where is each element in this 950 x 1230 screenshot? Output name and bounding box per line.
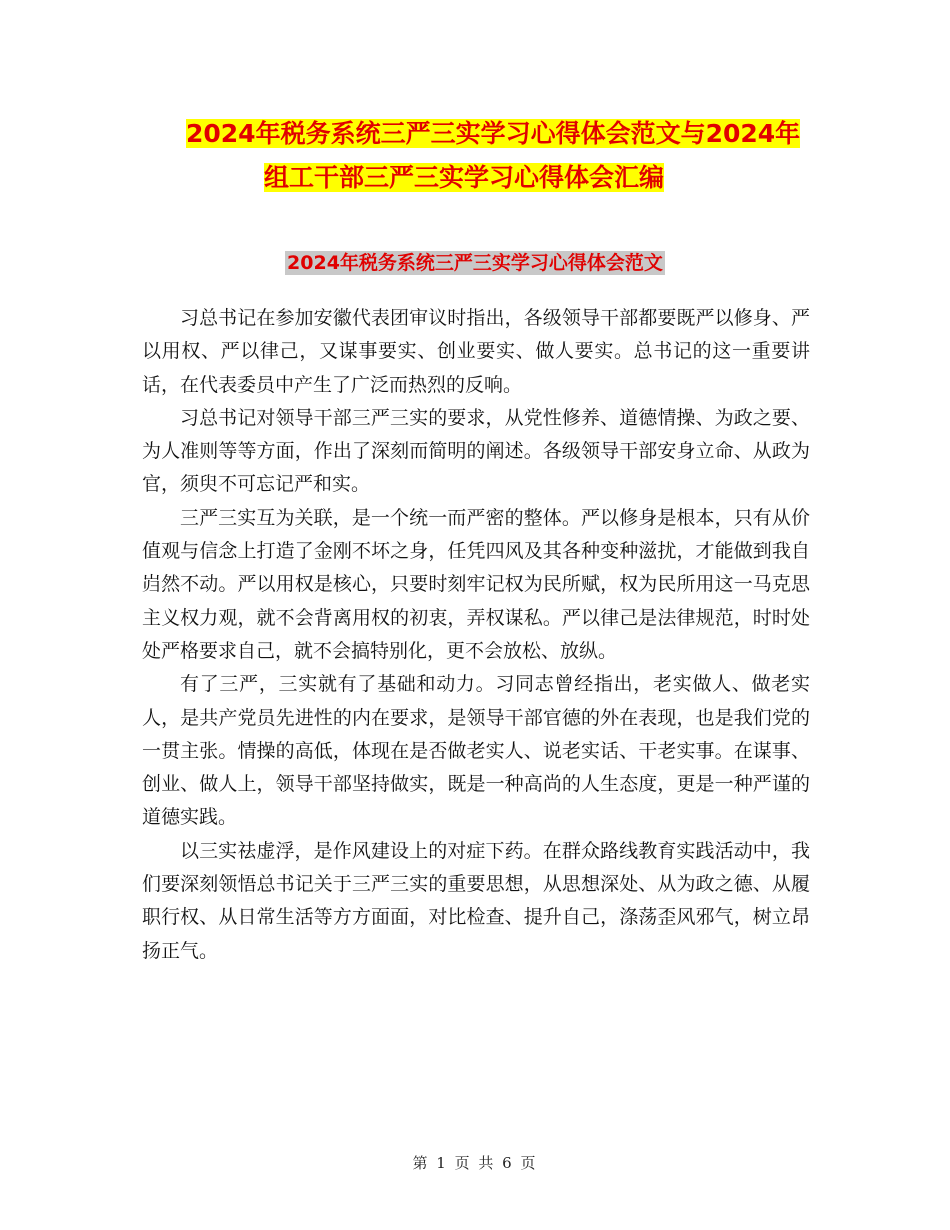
section-heading-text: 2024年税务系统三严三实学习心得体会范文	[287, 252, 663, 274]
title-line-1	[140, 112, 840, 156]
title-line-1-text: 2024年税务系统三严三实学习心得体会范文与2024年	[186, 119, 801, 148]
document-title	[140, 112, 840, 200]
paragraph-2: 习总书记对领导干部三严三实的要求，从党性修养、道德情操、为政之要、为人准则等等方面，作出了深刻而简明的阐述。各级领导干部安身立命、从政为官，须臾不可忘记严和实。	[142, 406, 810, 496]
page-footer: 第 1 页 共 6 页	[412, 1154, 538, 1172]
title-line-2	[140, 156, 840, 200]
title-line-2-text: 组工干部三严三实学习心得体会汇编	[264, 163, 665, 192]
paragraph-4: 有了三严，三实就有了基础和动力。习同志曾经指出，老实做人、做老实人，是共产党员先进性的内在要求，是领导干部官德的外在表现，也是我们党的一贯主张。情操的高低，体现在是否做老实人、说老实话、干老实事。在谋事、创业、做人上，领导干部坚持做实，既是一种高尚的人生态度，更是一种严谨的道德实践。	[142, 673, 810, 829]
paragraph-3: 三严三实互为关联，是一个统一而严密的整体。严以修身是根本，只有从价值观与信念上打造了金刚不坏之身，任凭四风及其各种变种滋扰，才能做到我自岿然不动。严以用权是核心，只要时刻牢记权为民所赋，权为民所用这一马克思主义权力观，就不会背离用权的初衷，弄权谋私。严以律己是法律规范，时时处处严格要求自己，就不会搞特别化，更不会放松、放纵。	[142, 506, 810, 662]
section-heading	[0, 248, 950, 278]
body-text	[142, 302, 810, 968]
paragraph-5: 以三实祛虚浮，是作风建设上的对症下药。在群众路线教育实践活动中，我们要深刻领悟总书记关于三严三实的重要思想，从思想深处、从为政之德、从履职行权、从日常生活等方方面面，对比检查、提升自己，涤荡歪风邪气，树立昂扬正气。	[142, 839, 810, 962]
paragraph-1: 习总书记在参加安徽代表团审议时指出，各级领导干部都要既严以修身、严以用权、严以律己，又谋事要实、创业要实、做人要实。总书记的这一重要讲话，在代表委员中产生了广泛而热烈的反响。	[142, 307, 810, 396]
